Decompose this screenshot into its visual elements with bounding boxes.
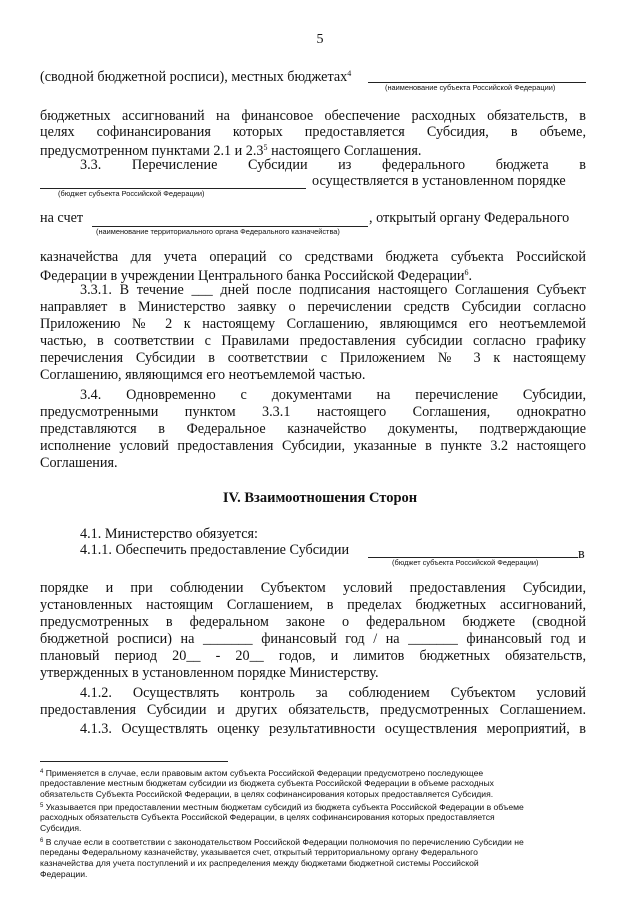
text-line: Приложению № 2 к настоящему Соглашению, являющимся его неотъемлемой bbox=[40, 316, 586, 332]
text-line: перечисления Субсидии в соответствии с Приложением № 3 к настоящему bbox=[40, 350, 586, 366]
footnote-line: Субсидия. bbox=[40, 823, 82, 833]
section-heading: IV. Взаимоотношения Сторон bbox=[222, 490, 418, 506]
text-line: осуществляется в установленном порядке bbox=[312, 173, 566, 189]
field-caption: (бюджет субъекта Российской Федерации) bbox=[58, 189, 205, 198]
text-line: частью, в соответствии с Правилами предоставления субсидии согласно графику bbox=[40, 333, 586, 349]
field-caption: (наименование субъекта Российской Федерации) bbox=[385, 83, 556, 92]
footnote-5: $^5$ Указывается при предоставлении местным бюджетам субсидий из бюджета субъекта Российской Федерации в объеме bbox=[40, 802, 524, 812]
text-line: исполнение условий предоставления Субсидии, указанные в пункте 3.2 настоящего bbox=[40, 438, 586, 454]
footnote-line: Федерации. bbox=[40, 869, 88, 879]
text-line: на счет bbox=[40, 210, 84, 226]
text-line: 4.1.3. Осуществлять оценку результативности осуществления мероприятий, в bbox=[80, 721, 586, 737]
text-line: предусмотренном пунктами 2.1 и $2.3^5$ настоящего Соглашения. bbox=[40, 143, 422, 159]
text-line: казначейства для учета операций со средствами бюджета субъекта Российской bbox=[40, 249, 586, 265]
text-line: утвержденных в установленном порядке Министерству. bbox=[40, 665, 379, 681]
text-line: бюджетных ассигнований на финансовое обеспечение расходных обязательств, в bbox=[40, 108, 586, 124]
text-line: , открытый органу Федерального bbox=[369, 210, 570, 226]
text-line: 3.4. Одновременно с документами на перечисление Субсидии, bbox=[80, 387, 586, 403]
text-line: бюджетной росписи) на _______ финансовый год / на _______ финансовый год и bbox=[40, 631, 586, 647]
page-number: 5 bbox=[316, 32, 324, 47]
text-line: направляет в Министерство заявку о перечислении средств Субсидии согласно bbox=[40, 299, 586, 315]
footnote-6: $^6$ В случае если в соответствии с законодательством Российской Федерации полномочия по перечислению Субсидии не bbox=[40, 837, 524, 847]
footnote-line: предоставление местным бюджетам субсидии из бюджета субъекта Российской Федерации в объеме расходных bbox=[40, 778, 494, 788]
text-line: 3.3. Перечисление Субсидии из федерального бюджета в bbox=[80, 157, 586, 173]
text-line: 4.1. Министерство обязуется: bbox=[80, 526, 258, 542]
footnote-line: обязательств Субъекта Российской Федерации, в целях софинансирования которых предоставляется Субсидия. bbox=[40, 789, 494, 799]
text-line: (сводной бюджетной росписи), местных бюджетах$^4$ bbox=[40, 69, 352, 85]
text-line: в bbox=[578, 546, 585, 562]
text-line: целях софинансирования которых предоставляется Субсидия, в объеме, bbox=[40, 124, 586, 140]
footnote-line: казначейства для учета поступлений и их распределения между бюджетами бюджетной системы Российской bbox=[40, 858, 479, 868]
field-caption: (наименование территориального органа Федерального казначейства) bbox=[96, 227, 340, 236]
text-line: порядке и при соблюдении Субъектом условий предоставления Субсидии, bbox=[40, 580, 586, 596]
text-line: Соглашения. bbox=[40, 455, 118, 471]
footnote-4: $^4$ Применяется в случае, если правовым актом субъекта Российской Федерации предусмотрено последующее bbox=[40, 768, 484, 778]
text-line: представляются в Федеральное казначейство документы, подтверждающие bbox=[40, 421, 586, 437]
footnote-line: расходных обязательств Субъекта Российской Федерации, в целях софинансирования которых предоставляется bbox=[40, 812, 495, 822]
text-line: установленных настоящим Соглашением, в пределах бюджетных ассигнований, bbox=[40, 597, 586, 613]
text-line: 4.1.2. Осуществлять контроль за соблюдением Субъектом условий bbox=[80, 685, 586, 701]
footnote-line: переданы Федеральному казначейству, указывается счет, открытый территориальному органу Федерального bbox=[40, 847, 478, 857]
footnote-separator bbox=[40, 761, 228, 762]
field-caption: (бюджет субъекта Российской Федерации) bbox=[392, 558, 539, 567]
text-line: плановый период 20__ - 20__ годов, и лимитов бюджетных обязательств, bbox=[40, 648, 586, 664]
text-line: предоставления Субсидии и других обязательств, предусмотренных Соглашением. bbox=[40, 702, 586, 718]
text-line: предусмотренных в федеральном законе о федеральном бюджете (сводной bbox=[40, 614, 586, 630]
text-line: Соглашению, являющимся его неотъемлемой частью. bbox=[40, 367, 366, 383]
text-line: 3.3.1. В течение ___ дней после подписания настоящего Соглашения Субъект bbox=[80, 282, 586, 298]
text-line: предусмотренными пунктом 3.3.1 настоящего Соглашения, однократно bbox=[40, 404, 586, 420]
text-line: 4.1.1. Обеспечить предоставление Субсидии bbox=[80, 542, 350, 558]
text-line: Федерации в учреждении Центрального банка Российской Федерации$^6$. bbox=[40, 268, 473, 284]
